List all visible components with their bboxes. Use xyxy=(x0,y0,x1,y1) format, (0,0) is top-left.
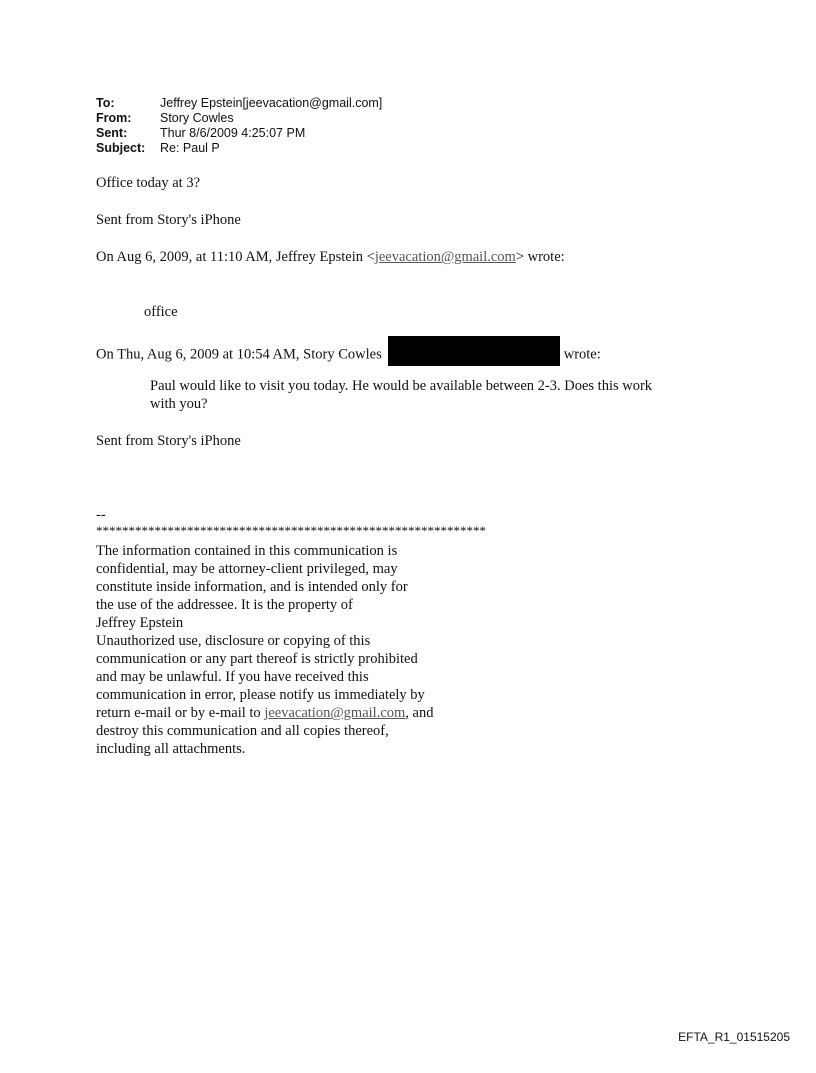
disclaimer-line: Jeffrey Epstein xyxy=(96,615,184,631)
redaction-block xyxy=(388,336,560,366)
sent-row xyxy=(96,126,382,141)
sent-label: Sent: xyxy=(96,126,128,140)
quote-attribution-2 xyxy=(96,340,601,370)
disclaimer-prefix: return e-mail or by e-mail to xyxy=(96,705,265,721)
disclaimer-line: The information contained in this communication is xyxy=(96,543,398,559)
disclaimer-email-link[interactable]: jeevacation@gmail.com xyxy=(264,705,406,721)
disclaimer-line: and may be unlawful. If you have received this xyxy=(96,669,369,685)
quote2-suffix: wrote: xyxy=(563,346,601,363)
disclaimer-line: including all attachments. xyxy=(96,741,246,757)
subject-value: Re: Paul P xyxy=(160,141,220,155)
disclaimer-line xyxy=(96,704,496,722)
quote1-email-link[interactable]: jeevacation@gmail.com xyxy=(374,249,516,265)
document-id: EFTA_R1_01515205 xyxy=(678,1030,790,1044)
to-label: To: xyxy=(96,96,115,110)
disclaimer-line: confidential, may be attorney-client privileged, may xyxy=(96,561,398,577)
quoted-text-1: office xyxy=(144,304,178,320)
signature-2: Sent from Story's iPhone xyxy=(96,433,241,449)
quote1-prefix: On Aug 6, 2009, at 11:10 AM, Jeffrey Epstein < xyxy=(96,249,375,265)
disclaimer-line: Unauthorized use, disclosure or copying of this xyxy=(96,633,371,649)
from-row xyxy=(96,111,382,126)
subject-label: Subject: xyxy=(96,141,146,155)
message-line: Office today at 3? xyxy=(96,175,201,191)
from-value: Story Cowles xyxy=(160,111,234,125)
disclaimer-line: communication in error, please notify us immediately by xyxy=(96,687,425,703)
quote2-prefix: On Thu, Aug 6, 2009 at 10:54 AM, Story Cowles xyxy=(96,346,382,363)
separator-stars: ************************************************************ xyxy=(96,523,486,538)
email-header xyxy=(96,96,382,156)
to-row xyxy=(96,96,382,111)
sent-value: Thur 8/6/2009 4:25:07 PM xyxy=(160,126,306,140)
to-value: Jeffrey Epstein[jeevacation@gmail.com] xyxy=(160,96,383,110)
disclaimer-line: communication or any part thereof is strictly prohibited xyxy=(96,651,418,667)
subject-row xyxy=(96,141,382,156)
from-label: From: xyxy=(96,111,132,125)
disclaimer-line: constitute inside information, and is intended only for xyxy=(96,579,408,595)
quote1-suffix: > wrote: xyxy=(515,249,565,265)
quote-attribution-1 xyxy=(96,248,565,266)
separator-dashes: -- xyxy=(96,507,106,523)
disclaimer xyxy=(96,542,496,758)
disclaimer-line: the use of the addressee. It is the property of xyxy=(96,597,353,613)
quoted-text-2: Paul would like to visit you today. He would be available between 2-3. Does this work with you? xyxy=(150,378,653,412)
disclaimer-suffix: , and xyxy=(405,705,434,721)
signature: Sent from Story's iPhone xyxy=(96,212,241,228)
disclaimer-line: destroy this communication and all copies thereof, xyxy=(96,723,389,739)
